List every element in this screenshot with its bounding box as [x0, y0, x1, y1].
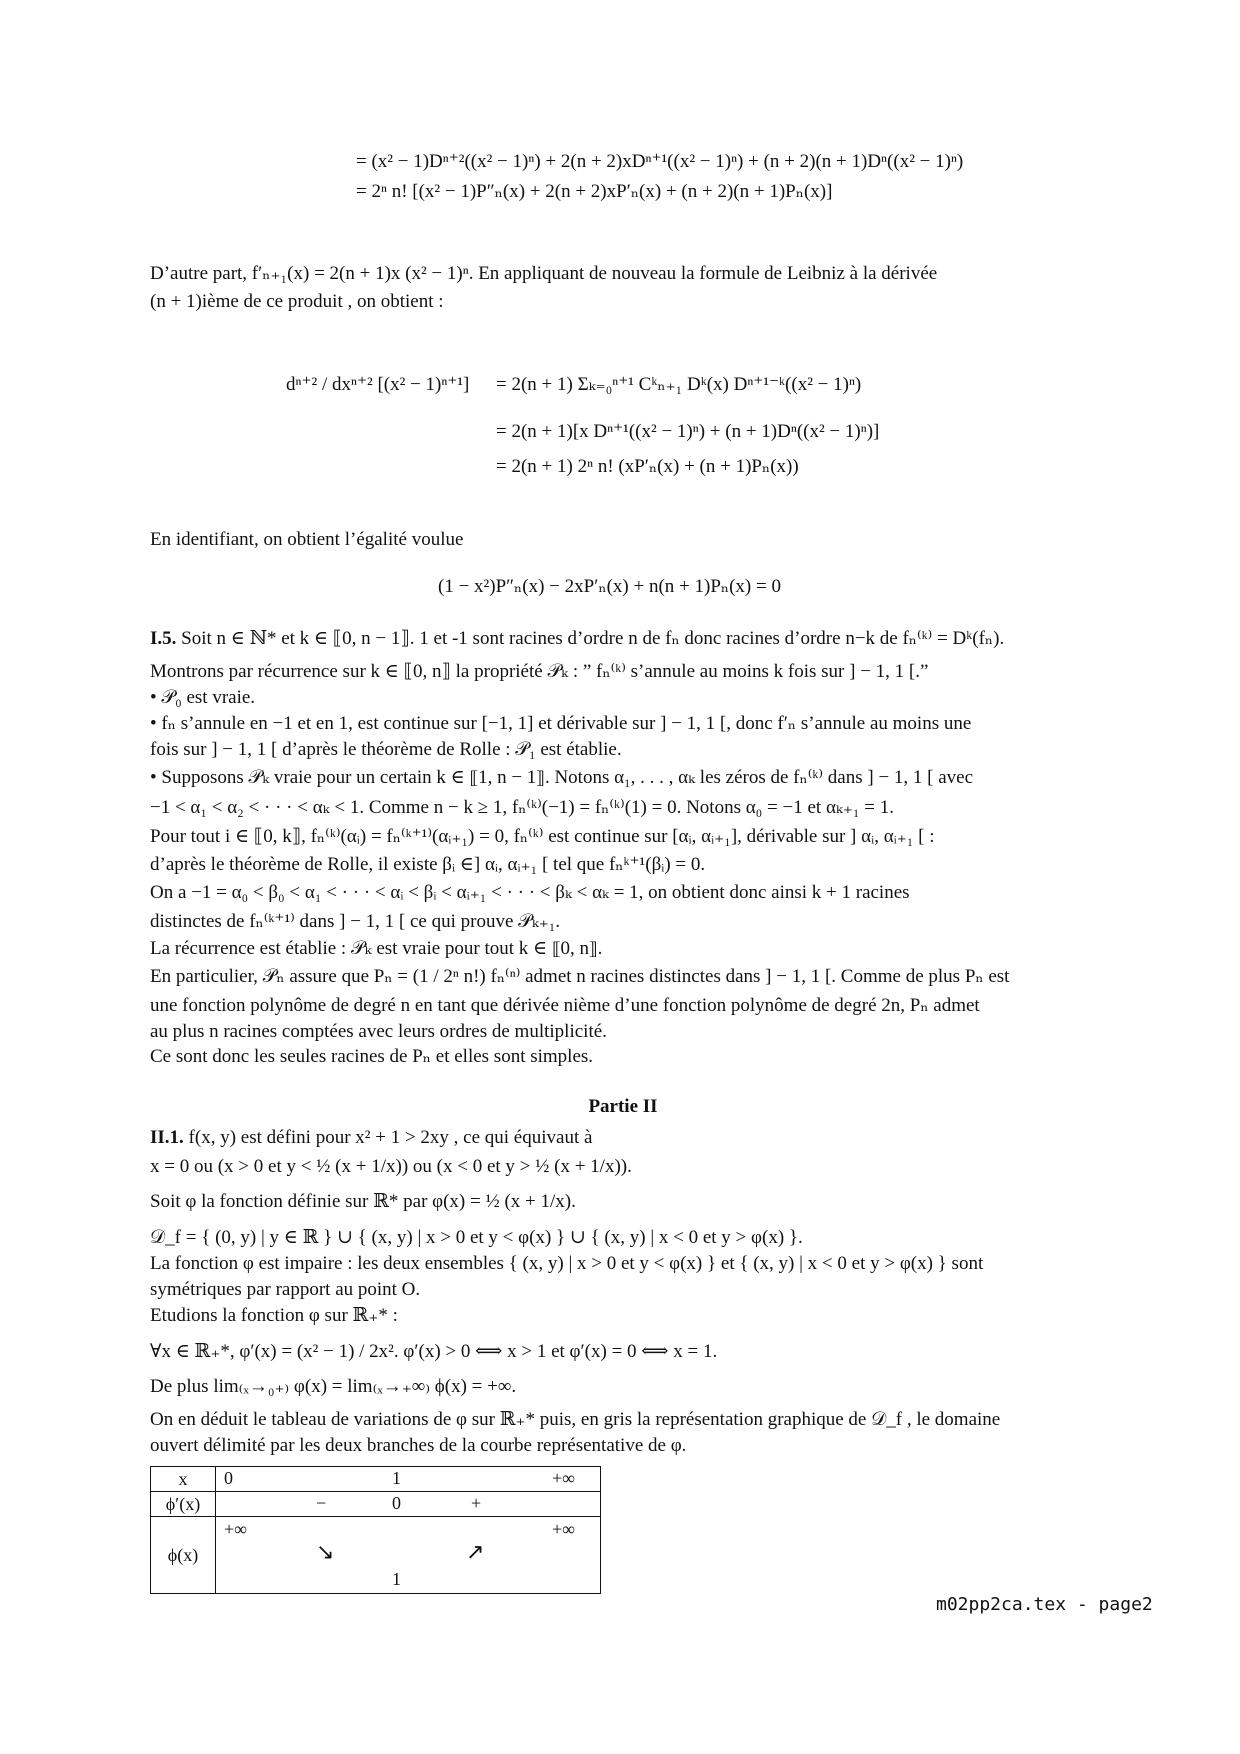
arrow-down-icon: ↘ — [316, 1539, 335, 1564]
paragraph-line: −1 < α₁ < α₂ < · · · < αₖ < 1. Comme n − k ≥ 1, fₙ⁽ᵏ⁾(−1) = fₙ⁽ᵏ⁾(1) = 0. Notons α₀ = −1 et αₖ₊₁ = 1. — [150, 797, 894, 818]
paragraph-line: une fonction polynôme de degré n en tant que dérivée nième d’une fonction polynôme de degré 2n, Pₙ admet — [150, 995, 980, 1016]
equation-line: = (x² − 1)Dⁿ⁺²((x² − 1)ⁿ) + 2(n + 2)xDⁿ⁺¹((x² − 1)ⁿ) + (n + 2)(n + 1)Dⁿ((x² − 1)ⁿ) — [356, 151, 964, 172]
equation-line: = 2(n + 1) 2ⁿ n! (xP′ₙ(x) + (n + 1)Pₙ(x)) — [496, 456, 799, 477]
paragraph-line: ouvert délimité par les deux branches de la courbe représentative de φ. — [150, 1435, 687, 1456]
section-text: Soit n ∈ ℕ* et k ∈ ⟦0, n − 1⟧. 1 et -1 sont racines d’ordre n de fₙ donc racines d’ordre n−k de fₙ⁽ᵏ⁾ = Dᵏ(fₙ). — [176, 628, 1005, 649]
x-value-0: 0 — [224, 1468, 233, 1488]
sign-zero: 0 — [392, 1493, 401, 1513]
paragraph-line: On en déduit le tableau de variations de φ sur ℝ₊* puis, en gris la représentation graphique de 𝒟_f , le domaine — [150, 1409, 1001, 1430]
section-first-line — [150, 1126, 1150, 1150]
section-label: I.5. — [150, 628, 177, 649]
paragraph-line: La fonction φ est impaire : les deux ensembles { (x, y) | x > 0 et y < φ(x) } et { (x, y) | x < 0 et y > φ(x) } sont — [150, 1253, 984, 1274]
paragraph-line: fois sur ] − 1, 1 [ d’après le théorème de Rolle : 𝒫₁ est établie. — [150, 739, 622, 760]
paragraph-line: On a −1 = α₀ < β₀ < α₁ < · · · < αᵢ < βᵢ < αᵢ₊₁ < · · · < βₖ < αₖ = 1, on obtient donc ainsi k + 1 racines — [150, 882, 910, 903]
phi-left-limit: +∞ — [224, 1519, 247, 1539]
paragraph-line: Montrons par récurrence sur k ∈ ⟦0, n⟧ la propriété 𝒫ₖ : ” fₙ⁽ᵏ⁾ s’annule au moins k fois sur ] − 1, 1 [.” — [150, 661, 929, 682]
section-first-line — [150, 627, 1150, 651]
paragraph-line: d’après le théorème de Rolle, il existe βᵢ ∈] αᵢ, αᵢ₊₁ [ tel que fₙᵏ⁺¹(βᵢ) = 0. — [150, 854, 706, 875]
paragraph-line: au plus n racines comptées avec leurs ordres de multiplicité. — [150, 1021, 607, 1042]
variation-table — [150, 1466, 601, 1594]
paragraph-line: D’autre part, f′ₙ₊₁(x) = 2(n + 1)x (x² − 1)ⁿ. En appliquant de nouveau la formule de Leibniz à la dérivée — [150, 263, 938, 284]
header-dphi: ϕ′(x) — [151, 1492, 216, 1517]
variation-cell — [216, 1517, 601, 1594]
paragraph-line: 𝒟_f = { (0, y) | y ∈ ℝ } ∪ { (x, y) | x > 0 et y < φ(x) } ∪ { (x, y) | x < 0 et y > φ(x) }. — [150, 1227, 803, 1248]
sign-negative: − — [316, 1493, 327, 1513]
equation-display: (1 − x²)P″ₙ(x) − 2xP′ₙ(x) + n(n + 1)Pₙ(x) = 0 — [438, 576, 781, 597]
paragraph-line: Etudions la fonction φ sur ℝ₊* : — [150, 1305, 398, 1326]
phi-right-limit: +∞ — [552, 1519, 575, 1539]
table-row — [151, 1492, 601, 1517]
equation-line: = 2(n + 1)[x Dⁿ⁺¹((x² − 1)ⁿ) + (n + 1)Dⁿ((x² − 1)ⁿ)] — [496, 421, 880, 442]
section-label: II.1. — [150, 1127, 184, 1148]
paragraph-line: • fₙ s’annule en −1 et en 1, est continue sur [−1, 1] et dérivable sur ] − 1, 1 [, donc f′ₙ s’annule au moins une — [150, 713, 972, 734]
part-title: Partie II — [588, 1096, 658, 1117]
paragraph-line: En particulier, 𝒫ₙ assure que Pₙ = (1 / 2ⁿ n!) fₙ⁽ⁿ⁾ admet n racines distinctes dans ] − 1, 1 [. Comme de plus Pₙ est — [150, 966, 1010, 987]
table-row — [151, 1517, 601, 1594]
table-row — [151, 1467, 601, 1492]
section-text: f(x, y) est défini pour x² + 1 > 2xy , ce qui équivaut à — [183, 1127, 593, 1148]
paragraph-line: ∀x ∈ ℝ₊*, φ′(x) = (x² − 1) / 2x². φ′(x) > 0 ⟺ x > 1 et φ′(x) = 0 ⟺ x = 1. — [150, 1341, 718, 1362]
sign-cell — [216, 1492, 601, 1517]
equation-lhs: dⁿ⁺² / dxⁿ⁺² [(x² − 1)ⁿ⁺¹] — [286, 374, 470, 395]
paragraph-line: De plus lim₍ₓ→₀₊₎ φ(x) = lim₍ₓ→₊∞₎ ϕ(x) = +∞. — [150, 1376, 517, 1397]
paragraph-line: Ce sont donc les seules racines de Pₙ et elles sont simples. — [150, 1046, 594, 1067]
paragraph-line: (n + 1)ième de ce produit , on obtient : — [150, 291, 444, 312]
paragraph-line: Soit φ la fonction définie sur ℝ* par φ(x) = ½ (x + 1/x). — [150, 1191, 576, 1212]
paragraph-line: La récurrence est établie : 𝒫ₖ est vraie pour tout k ∈ ⟦0, n⟧. — [150, 938, 603, 959]
x-value-inf: +∞ — [552, 1468, 575, 1488]
paragraph-line: Pour tout i ∈ ⟦0, k⟧, fₙ⁽ᵏ⁾(αᵢ) = fₙ⁽ᵏ⁺¹⁾(αᵢ₊₁) = 0, fₙ⁽ᵏ⁾ est continue sur [αᵢ, αᵢ₊₁], dérivable sur ] αᵢ, αᵢ₊₁ [ : — [150, 826, 935, 847]
paragraph-line: x = 0 ou (x > 0 et y < ½ (x + 1/x)) ou (x < 0 et y > ½ (x + 1/x)). — [150, 1156, 632, 1177]
equation-line: = 2ⁿ n! [(x² − 1)P″ₙ(x) + 2(n + 2)xP′ₙ(x) + (n + 2)(n + 1)Pₙ(x)] — [356, 181, 833, 202]
x-value-1: 1 — [392, 1468, 401, 1488]
paragraph-line: • Supposons 𝒫ₖ vraie pour un certain k ∈ ⟦1, n − 1⟧. Notons α₁, . . . , αₖ les zéros de fₙ⁽ᵏ⁾ dans ] − 1, 1 [ avec — [150, 767, 974, 788]
header-x: x — [151, 1467, 216, 1492]
phi-minimum: 1 — [392, 1569, 401, 1589]
paragraph-line: symétriques par rapport au point O. — [150, 1279, 421, 1300]
header-phi: ϕ(x) — [151, 1517, 216, 1594]
paragraph-line: distinctes de fₙ⁽ᵏ⁺¹⁾ dans ] − 1, 1 [ ce qui prouve 𝒫ₖ₊₁. — [150, 911, 561, 932]
page-footer: m02pp2ca.tex - page2 — [936, 1594, 1153, 1615]
x-values-cell — [216, 1467, 601, 1492]
paragraph-line: En identifiant, on obtient l’égalité voulue — [150, 529, 464, 550]
arrow-up-icon: ↗ — [466, 1539, 485, 1564]
paragraph-line: • 𝒫₀ est vraie. — [150, 687, 256, 708]
sign-positive: + — [471, 1493, 482, 1513]
equation-line: = 2(n + 1) Σₖ₌₀ⁿ⁺¹ Cᵏₙ₊₁ Dᵏ(x) Dⁿ⁺¹⁻ᵏ((x² − 1)ⁿ) — [496, 374, 862, 395]
